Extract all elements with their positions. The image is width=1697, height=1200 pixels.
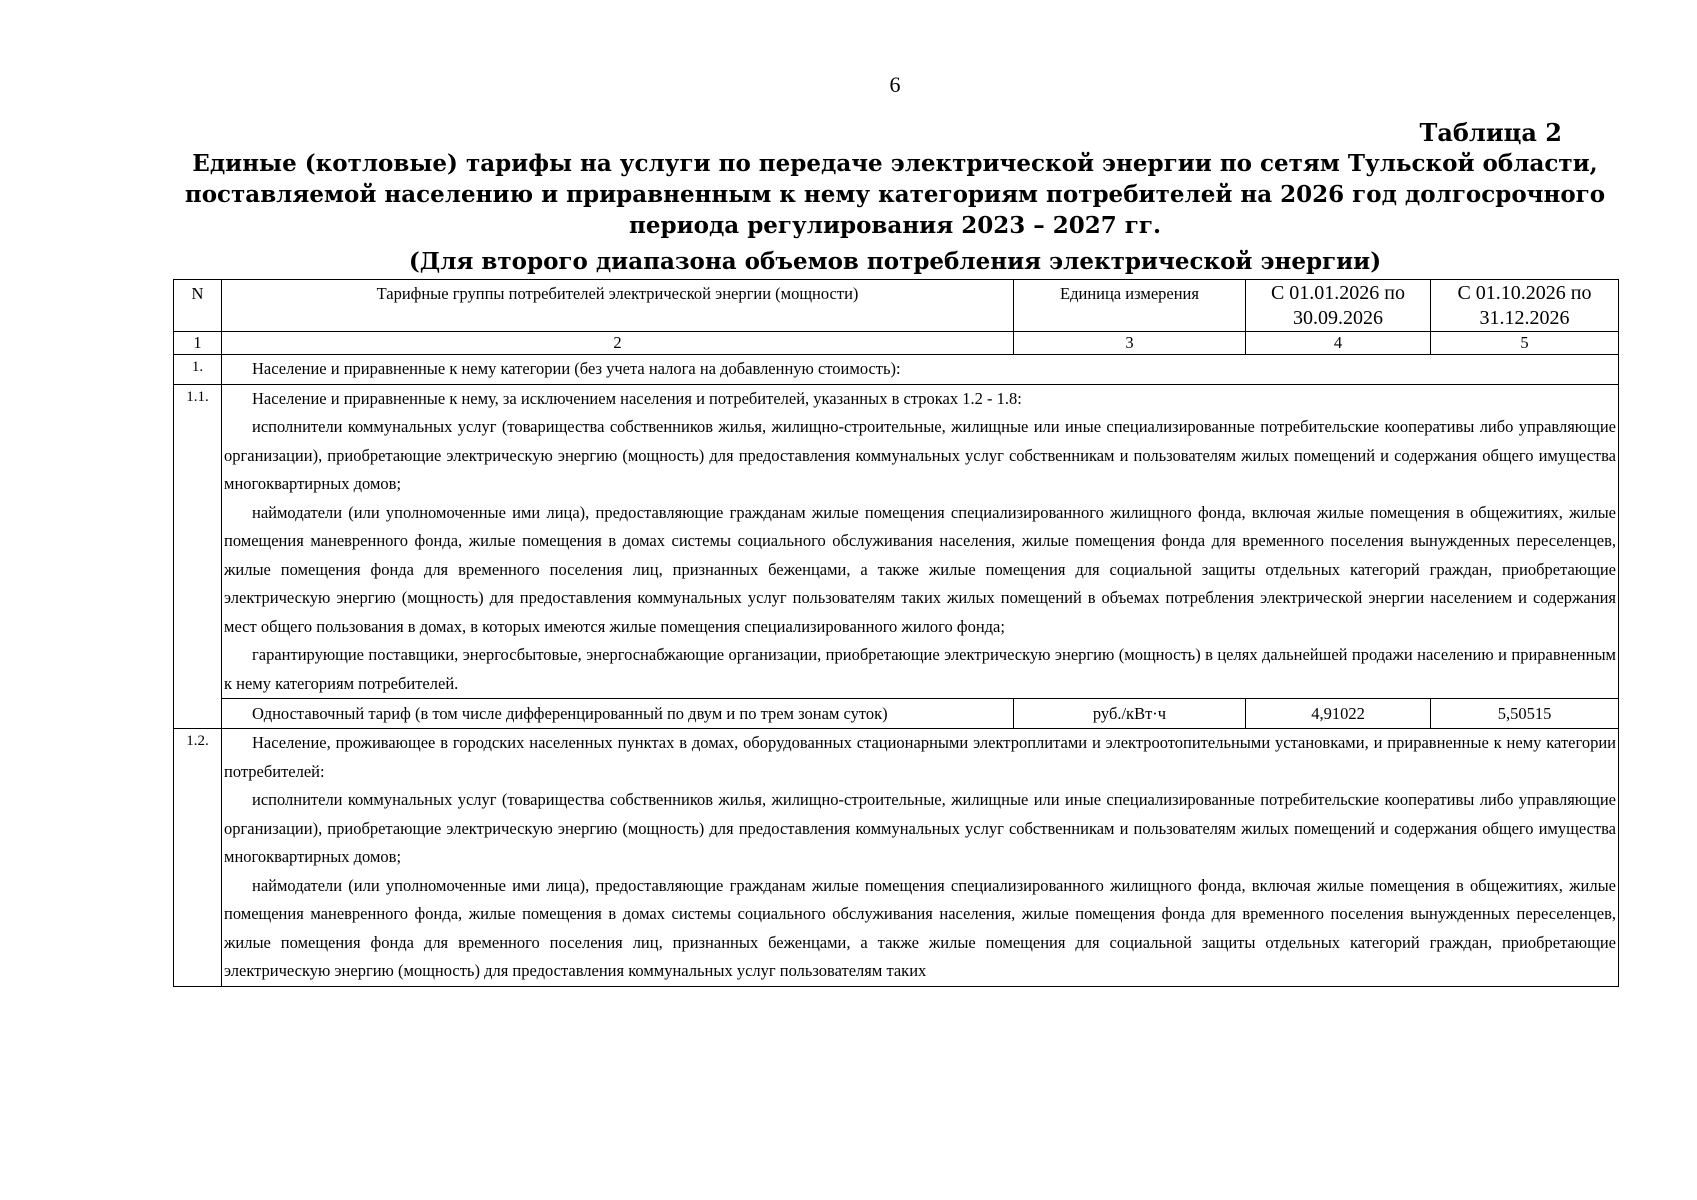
column-number: 2: [222, 332, 1014, 355]
rate-value-period-1: 4,91022: [1246, 699, 1431, 729]
column-number: 5: [1431, 332, 1619, 355]
row-1-1-rate: [174, 699, 1619, 729]
column-number: 1: [174, 332, 222, 355]
table-label: Таблица 2: [1419, 118, 1562, 147]
paragraph: Население и приравненные к нему категории (без учета налога на добавленную стоимость):: [252, 359, 901, 378]
paragraph: гарантирующие поставщики, энергосбытовые, энергоснабжающие организации, приобретающие электрическую энергию (мощность) в целях дальнейшей продажи населению и приравненным к нему категориям потребителей.: [224, 645, 1616, 693]
rate-name: Одноставочный тариф (в том числе дифференцированный по двум и по трем зонам суток): [222, 699, 1014, 729]
row-number: 1.2.: [174, 729, 222, 987]
paragraph: исполнители коммунальных услуг (товарищества собственников жилья, жилищно-строительные, жилищные или иные специализированные потребительские кооперативы либо управляющие организации), приобретающие электрическую энергию (мощность) для предоставления коммунальных услуг собственникам и пользователям жилых помещений и содержания общего имущества многоквартирных домов;: [224, 417, 1616, 493]
rate-value-period-2: 5,50515: [1431, 699, 1619, 729]
page-number: 6: [889, 72, 901, 97]
document-title: Единые (котловые) тарифы на услуги по передаче электрической энергии по сетям Тульской области, поставляемой населению и приравненным к нему категориям потребителей на 2026 год долгосрочного периода регулирования 2023 – 2027 гг.: [184, 150, 1606, 239]
column-number: 4: [1246, 332, 1431, 355]
row-1-1-description: [174, 384, 1619, 699]
header-period-2: С 01.10.2026 по 31.12.2026: [1431, 280, 1619, 332]
row-1-2-description: [174, 729, 1619, 987]
header-unit: Единица измерения: [1014, 280, 1246, 332]
row-number: 1.: [174, 355, 222, 385]
section-1-row: [174, 355, 1619, 385]
header-tariff-groups: Тарифные группы потребителей электрической энергии (мощности): [222, 280, 1014, 332]
document-subtitle: (Для второго диапазона объемов потребления электрической энергии): [408, 248, 1382, 275]
row-number: 1.1.: [174, 384, 222, 729]
tariff-table: [173, 279, 1619, 987]
column-number: 3: [1014, 332, 1246, 355]
header-n: N: [174, 280, 222, 332]
row-1-2-text: [222, 729, 1619, 987]
rate-unit: руб./кВт·ч: [1014, 699, 1246, 729]
paragraph: Население, проживающее в городских населенных пунктах в домах, оборудованных стационарными электроплитами и электроотопительными установками, и приравненные к нему категории потребителей:: [224, 733, 1616, 781]
header-period-1: С 01.01.2026 по 30.09.2026: [1246, 280, 1431, 332]
column-number-row: [174, 332, 1619, 355]
row-1-1-text: [222, 384, 1619, 699]
paragraph: наймодатели (или уполномоченные ими лица), предоставляющие гражданам жилые помещения специализированного жилищного фонда, включая жилые помещения в общежитиях, жилые помещения маневренного фонда, жилые помещения в домах системы социального обслуживания населения, жилые помещения фонда для временного поселения вынужденных переселенцев, жилые помещения фонда для временного поселения лиц, признанных беженцами, а также жилые помещения для социальной защиты отдельных категорий граждан, приобретающие электрическую энергию (мощность) для предоставления коммунальных услуг пользователям таких жилых помещений в объемах потребления электрической энергии населением и содержания мест общего пользования в домах, в которых имеются жилые помещения специализированного жилого фонда;: [224, 502, 1616, 636]
header-row: [174, 280, 1619, 332]
paragraph: исполнители коммунальных услуг (товарищества собственников жилья, жилищно-строительные, жилищные или иные специализированные потребительские кооперативы либо управляющие организации), приобретающие электрическую энергию (мощность) для предоставления коммунальных услуг собственникам и пользователям жилых помещений и содержания общего имущества многоквартирных домов;: [224, 790, 1616, 866]
paragraph: наймодатели (или уполномоченные ими лица), предоставляющие гражданам жилые помещения специализированного жилищного фонда, включая жилые помещения в общежитиях, жилые помещения маневренного фонда, жилые помещения в домах системы социального обслуживания населения, жилые помещения фонда для временного поселения вынужденных переселенцев, жилые помещения фонда для временного поселения лиц, признанных беженцами, а также жилые помещения для социальной защиты отдельных категорий граждан, приобретающие электрическую энергию (мощность) для предоставления коммунальных услуг пользователям таких: [224, 875, 1616, 980]
paragraph: Население и приравненные к нему, за исключением населения и потребителей, указанных в строках 1.2 - 1.8:: [252, 388, 1022, 408]
section-1-text: [222, 355, 1619, 385]
